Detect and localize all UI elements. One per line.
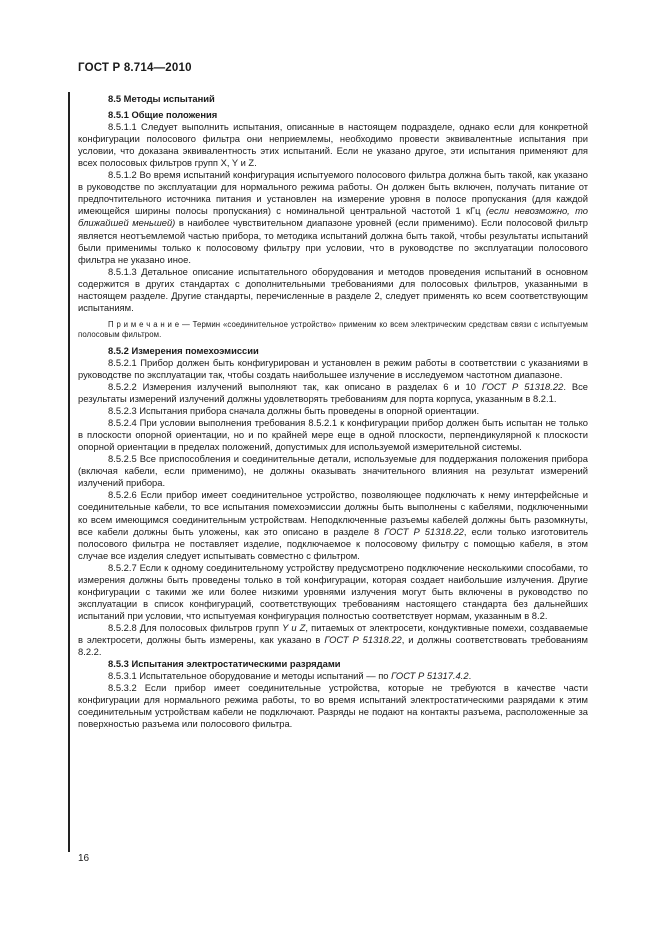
text-run: , и должны соответствовать требованиям 8.2.2. [78,633,588,658]
page-content [78,93,588,730]
standard-reference: ГОСТ Р 51318.22 [384,525,464,537]
text-run: 8.5.2.6 Если прибор имеет соединительное устройство, позволяющее подключать к нему интерфейсные и соединительные кабели, то все испытания помехоэмиссии должны быть выполнены с кабелями, подключенными ко всем имеющимся соединительным устройствам. Неподключенные разъемы кабелей должны быть разомкнуты, все кабели должны быть уложены, как это описано в разделе 8 [78,489,588,537]
paragraph-8-5-2-1: 8.5.2.1 Прибор должен быть конфигурирован и установлен в режим работы в соответствии с указаниями в руководстве по эксплуатации так, чтобы создать наибольшее излучение в исследуемом частотном диапазоне. [78,356,588,380]
text-run: , питаемых от электросети, кондуктивные помехи, создаваемые в электросети, должны быть измерены, как указано в [78,621,588,645]
subsection-heading-8-5-1: 8.5.1 Общие положения [108,109,218,121]
paragraph-8-5-2-3: 8.5.2.3 Испытания прибора сначала должны быть проведены в опорной ориентации. [108,405,480,417]
paragraph-8-5-2-6 [78,489,588,561]
section-heading-8-5: 8.5 Методы испытаний [108,93,215,104]
paragraph-8-5-3-1 [78,670,588,682]
paragraph-8-5-1-3: 8.5.1.3 Детальное описание испытательного оборудования и методов проведения испытаний в основном содержится в других стандартах с дополнительными требованиями для полосовых фильтров, указанными в настоящем разделе. Другие стандарты, перечисленные в разделе 2, следует применять ко всем соответствующим испытаниям. [78,265,588,313]
paragraph-8-5-3-2: 8.5.3.2 Если прибор имеет соединительные устройства, которые не требуются в качестве части конфигурации для нормального режима работы, то во время испытаний электростатическими разрядами к этим соединительным устройствам кабели не подключают. Разряды не подают на контакты разъема, расположенные за поверхностью разъема или полосового фильтра. [78,682,588,730]
subsection-heading-8-5-3: 8.5.3 Испытания электростатическими разрядами [108,658,341,670]
paragraph-8-5-2-2 [78,381,588,405]
text-run: 8.5.3.1 Испытательное оборудование и методы испытаний — по [108,670,392,682]
italic-run: (если невозможно, то ближайшей меньшей) [78,205,588,229]
text-run: . Все результаты измерений излучений должны удовлетворять требованиям для порта корпуса, указанным в 8.2.1. [78,380,588,405]
note: П р и м е ч а н и е — Термин «соединительное устройство» применим ко всем электрическим средствам связи с испытуемым полосовым фильтром. [78,319,588,339]
text-run: 8.5.2.2 Измерения излучений выполняют так, как описано в разделах 6 и 10 [108,380,482,392]
paragraph-8-5-2-8 [78,622,588,658]
paragraph-8-5-2-7: 8.5.2.7 Если к одному соединительному устройству предусмотрено подключение несколькими способами, то измерения должны быть проведены только в той конфигурации, которая создает наибольшие излучения. Другие конфигурации с такими же или более низкими уровнями излучения могут быть включены в руководство по эксплуатации в список конфигураций, соответствующих требованиям настоящего стандарта без дальнейших испытаний при условии, что испытуемая конфигурация полностью соответствует нормам, указанным в 8.2. [78,561,588,621]
paragraph-8-5-1-1: 8.5.1.1 Следует выполнить испытания, описанные в настоящем подразделе, однако если для конкретной конфигурации полосового фильтра они неприемлемы, необходимо провести эквивалентные испытания при условии, что доказана эквивалентность этих испытаний. Если не указано другое, эти испытания применяют для всех полосовых фильтров групп X, Y и Z. [78,121,588,169]
text-run: . [468,670,472,682]
page-number: 16 [78,853,90,864]
text-run: , если только изготовитель полосового фильтра не поставляет изделие, подключаемое к полосовому фильтру с помощью кабеля, в этом случае все изделия следует испытывать совместно с фильтром. [78,525,588,561]
document-header: ГОСТ Р 8.714—2010 [78,62,192,74]
standard-reference: ГОСТ Р 51318.22 [324,633,402,645]
paragraph-8-5-1-2 [78,169,588,265]
standard-reference: ГОСТ Р 51318.22 [481,380,564,392]
subsection-heading-8-5-2: 8.5.2 Измерения помехоэмиссии [108,344,259,356]
standard-reference: ГОСТ Р 51317.4.2 [391,670,469,682]
text-run: 8.5.1.2 Во время испытаний конфигурация испытуемого полосового фильтра должна быть такой, как указано в руководстве по эксплуатации для нормального режима работы. Он должен быть включен, получать питание от предпочтительного источника питания и установлен на измерение уровня в полосе пропускания (для каждой имеющейся ширины полосы пропускания) с номинальной центральной частотой 1 кГц [78,169,588,217]
text-run: в наиболее чувствительном диапазоне уровней (если применимо). Если полосовой фильтр является неотъемлемой частью прибора, то методика испытаний должна быть такой, чтобы результаты испытаний были применимы только к полосовому фильтру при условии, что в руководстве по эксплуатации полосового фильтра не указано иное. [78,217,588,265]
text-run: 8.5.2.8 Для полосовых фильтров групп [108,621,283,633]
change-bar [68,92,70,852]
paragraph-8-5-2-5: 8.5.2.5 Все приспособления и соединительные детали, используемые для поддержания положения прибора (включая кабели, если применимо), не должны оказывать значительного влияния на результат измерений излучений прибора. [78,453,588,489]
italic-run: Y и Z [282,621,306,633]
paragraph-8-5-2-4: 8.5.2.4 При условии выполнения требования 8.5.2.1 к конфигурации прибор должен быть испытан не только в плоскости опорной ориентации, но и по крайней мере еще в одной плоскости, перпендикулярной к плоскости опорной ориентации в пределах положений, допустимых для используемой измерительной системы. [78,417,588,453]
